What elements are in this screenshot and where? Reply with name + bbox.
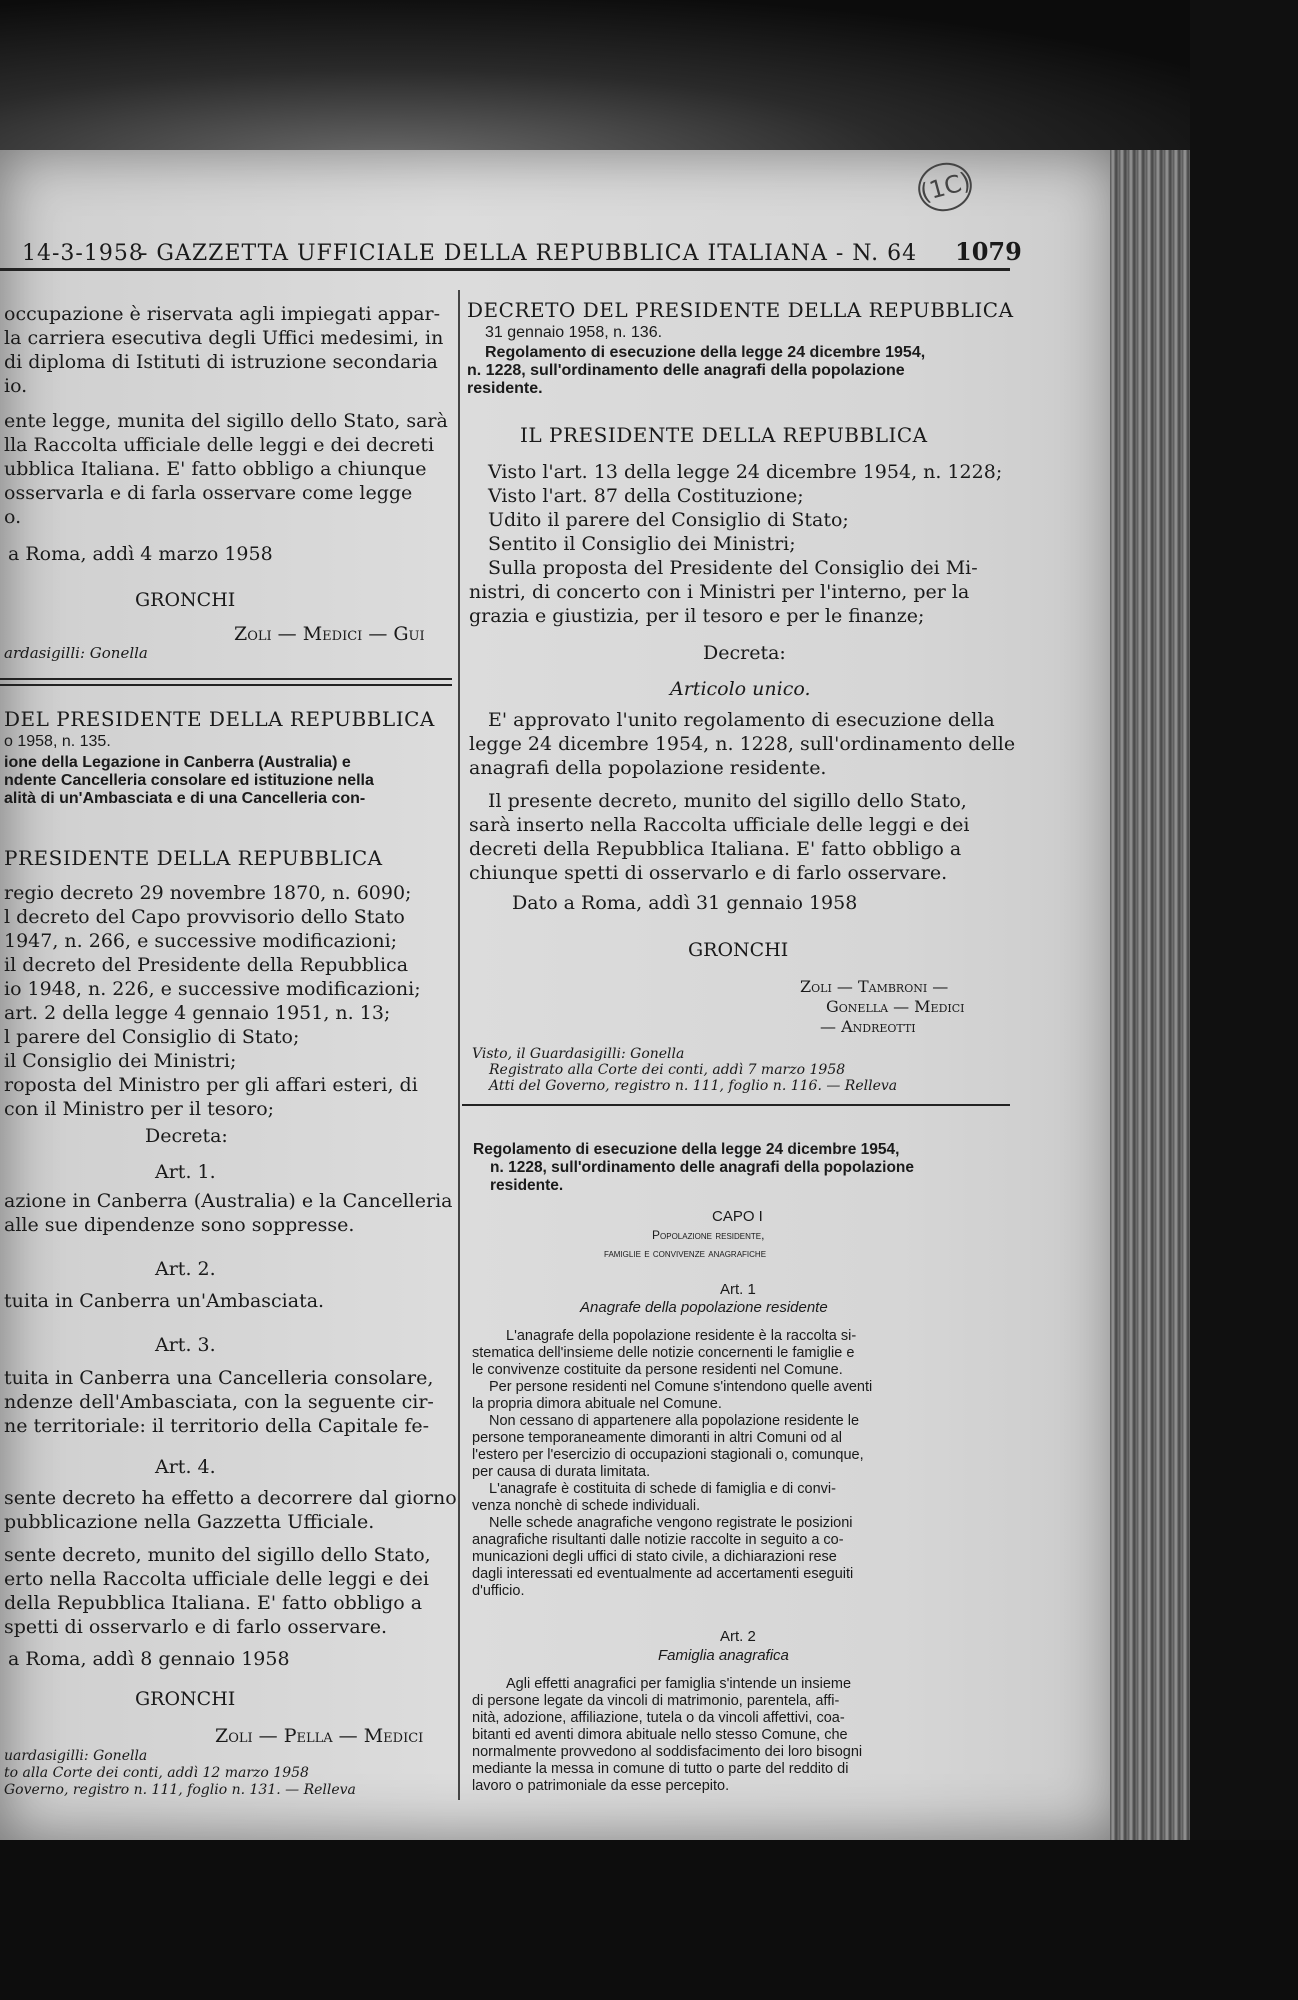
left-decree-title: DEL PRESIDENTE DELLA REPUBBLICA: [4, 707, 435, 731]
right-art1-line: le convivenze costituite da persone residenti nel Comune.: [472, 1362, 843, 1378]
right-art2-heading: Art. 2: [720, 1628, 756, 1645]
left-reg-line: uardasigilli: Gonella: [4, 1748, 148, 1764]
left-final-line: della Repubblica Italiana. E' fatto obbligo a: [4, 1592, 423, 1614]
left-decree-subject: ndente Cancelleria consolare ed istituzione nella: [4, 772, 374, 789]
header-date: 14-3-1958: [22, 241, 144, 266]
right-art1-line: L'anagrafe della popolazione residente è la raccolta si-: [506, 1328, 857, 1344]
left-separator-bottom: [0, 684, 452, 686]
right-ministers-line: Gonella — Medici: [826, 997, 965, 1016]
right-art1-line: Non cessano di appartenere alla popolazione residente le: [489, 1413, 860, 1429]
right-art1-line: stematica dell'insieme delle notizie concernenti le famiglie e: [472, 1345, 855, 1361]
left-art3-heading: Art. 3.: [155, 1334, 216, 1356]
left-visto-line: regio decreto 29 novembre 1870, n. 6090;: [4, 882, 412, 904]
left-p1-line: di diploma di Istituti di istruzione secondaria: [4, 351, 438, 373]
left-art1-line: alle sue dipendenze sono soppresse.: [4, 1214, 355, 1236]
right-decree-subject: Regolamento di esecuzione della legge 24 dicembre 1954,: [485, 344, 926, 361]
right-ministers-line: Zoli — Tambroni —: [800, 977, 949, 996]
right-dato: Dato a Roma, addì 31 gennaio 1958: [512, 892, 858, 914]
left-president-heading: PRESIDENTE DELLA REPUBBLICA: [4, 846, 383, 870]
left-ministers2: Zoli — Pella — Medici: [215, 1725, 424, 1747]
right-art1-title: Anagrafe della popolazione residente: [580, 1299, 828, 1316]
left-p1-line: occupazione è riservata agli impiegati appar-: [4, 303, 441, 325]
left-art4-line: sente decreto ha effetto a decorrere dal giorno: [4, 1487, 457, 1509]
right-separator: [462, 1104, 1010, 1106]
right-art2-title: Famiglia anagrafica: [658, 1647, 789, 1664]
right-art1-line: per causa di durata limitata.: [472, 1464, 651, 1480]
right-decree-title: DECRETO DEL PRESIDENTE DELLA REPUBBLICA: [467, 298, 1014, 322]
left-visto-line: art. 2 della legge 4 gennaio 1951, n. 13;: [4, 1002, 391, 1024]
right-decree-subject: n. 1228, sull'ordinamento delle anagrafi della popolazione: [467, 362, 905, 379]
right-visto-line: nistri, di concerto con i Ministri per l'interno, per la: [469, 581, 970, 603]
left-guardasigilli: ardasigilli: Gonella: [4, 644, 148, 662]
right-articolo-unico: Articolo unico.: [670, 678, 811, 700]
right-art1-line: persone temporaneamente dimoranti in altri Comuni od al: [472, 1430, 842, 1446]
right-art1-line: anagrafiche risultanti dalle notizie raccolte in seguito a co-: [472, 1532, 844, 1548]
left-art2-heading: Art. 2.: [155, 1258, 216, 1280]
scan-dark-bottom: [0, 1840, 1298, 2000]
right-visto-line: Visto l'art. 13 della legge 24 dicembre 1954, n. 1228;: [488, 461, 1003, 483]
left-art4-heading: Art. 4.: [155, 1456, 216, 1478]
right-decree-subject: residente.: [467, 380, 543, 397]
left-art1-heading: Art. 1.: [155, 1161, 216, 1183]
right-visto-line: Sulla proposta del Presidente del Consiglio dei Mi-: [488, 557, 978, 579]
left-visto-line: l parere del Consiglio di Stato;: [4, 1026, 300, 1048]
right-reg-line: Registrato alla Corte dei conti, addì 7 marzo 1958: [489, 1062, 846, 1078]
right-art1-line: l'estero per l'esercizio di occupazioni stagionali o, comunque,: [472, 1447, 864, 1463]
right-art1-line: d'ufficio.: [472, 1583, 525, 1599]
left-art3-line: tuita in Canberra una Cancelleria consolare,: [4, 1367, 434, 1389]
right-art1-heading: Art. 1: [720, 1281, 756, 1298]
right-art1-line: Per persone residenti nel Comune s'intendono quelle aventi: [489, 1379, 873, 1395]
right-art1-line: Nelle schede anagrafiche vengono registrate le posizioni: [489, 1515, 853, 1531]
left-p1-line: la carriera esecutiva degli Uffici medesimi, in: [4, 327, 444, 349]
left-art4-line: pubblicazione nella Gazzetta Ufficiale.: [4, 1511, 375, 1533]
handwritten-stamp: (1C): [913, 157, 978, 217]
right-art1-line: venza nonchè di schede individuali.: [472, 1498, 701, 1514]
left-dato2: a Roma, addì 8 gennaio 1958: [8, 1648, 290, 1670]
left-p1-line: io.: [4, 375, 28, 397]
left-visto-line: 1947, n. 266, e successive modificazioni;: [4, 930, 398, 952]
left-decree-subject: ione della Legazione in Canberra (Australia) e: [4, 754, 351, 771]
left-p2-line: lla Raccolta ufficiale delle leggi e dei decreti: [4, 434, 435, 456]
page-stack-edge: [1110, 150, 1190, 1840]
left-reg-line: to alla Corte dei conti, addì 12 marzo 1958: [4, 1765, 309, 1781]
left-visto-line: l decreto del Capo provvisorio dello Stato: [4, 906, 405, 928]
right-art-line: E' approvato l'unito regolamento di esecuzione della: [488, 709, 995, 731]
left-p2-line: ubblica Italiana. E' fatto obbligo a chiunque: [4, 458, 427, 480]
right-decree-date: 31 gennaio 1958, n. 136.: [485, 324, 663, 341]
right-p2-line: decreti della Repubblica Italiana. E' fatto obbligo a: [469, 838, 962, 860]
right-reg-line: Atti del Governo, registro n. 111, foglio n. 116. — Relleva: [489, 1078, 898, 1094]
page-number: 1079: [955, 237, 1022, 266]
right-signature: GRONCHI: [688, 939, 789, 961]
right-art2-line: lavoro o patrimoniale da esse percepito.: [472, 1778, 730, 1794]
right-art2-line: bitanti ed aventi dimora abituale nello stesso Comune, che: [472, 1727, 848, 1743]
right-visto-line: Sentito il Consiglio dei Ministri;: [488, 533, 796, 555]
left-visto-line: io 1948, n. 226, e successive modificazioni;: [4, 978, 421, 1000]
left-visto-line: il Consiglio dei Ministri;: [4, 1050, 237, 1072]
left-reg-line: Governo, registro n. 111, foglio n. 131. — Relleva: [4, 1782, 356, 1798]
left-decree-date: o 1958, n. 135.: [4, 733, 111, 750]
left-dato: a Roma, addì 4 marzo 1958: [8, 543, 273, 565]
left-separator-top: [0, 678, 452, 680]
left-decree-subject: alità di un'Ambasciata e di una Cancelleria con-: [4, 790, 366, 807]
right-president-heading: IL PRESIDENTE DELLA REPUBBLICA: [520, 423, 928, 447]
left-final-line: sente decreto, munito del sigillo dello Stato,: [4, 1544, 431, 1566]
left-final-line: spetti di osservarlo e di farlo osservare.: [4, 1616, 388, 1638]
scan-dark-top: [0, 0, 1298, 160]
left-p2-line: ente legge, munita del sigillo dello Stato, sarà: [4, 410, 448, 432]
capo-subheading: Popolazione residente,: [652, 1228, 765, 1242]
right-art2-line: nità, adozione, affiliazione, tutela o da vincoli affettivi, coa-: [472, 1710, 845, 1726]
right-art1-line: dagli interessati ed eventualmente ad accertamenti eseguiti: [472, 1566, 854, 1582]
left-art3-line: ndenze dell'Ambasciata, con la seguente cir-: [4, 1391, 434, 1413]
left-visto-line: il decreto del Presidente della Repubblica: [4, 954, 409, 976]
right-art-line: anagrafi della popolazione residente.: [469, 757, 827, 779]
right-art2-line: di persone legate da vincoli di matrimonio, parentela, affi-: [472, 1693, 840, 1709]
left-art3-line: ne territoriale: il territorio della Capitale fe-: [4, 1415, 430, 1437]
scan-dark-right: [1190, 0, 1298, 2000]
right-decreta: Decreta:: [703, 642, 786, 664]
right-p2-line: sarà inserto nella Raccolta ufficiale delle leggi e dei: [469, 814, 970, 836]
left-art1-line: azione in Canberra (Australia) e la Cancelleria: [4, 1190, 453, 1212]
right-visto-line: Visto l'art. 87 della Costituzione;: [488, 485, 804, 507]
right-ministers-line: — Andreotti: [820, 1017, 916, 1036]
left-final-line: erto nella Raccolta ufficiale delle leggi e dei: [4, 1568, 429, 1590]
right-reg-title: Regolamento di esecuzione della legge 24 dicembre 1954,: [473, 1141, 900, 1158]
right-p2-line: chiunque spetti di osservarlo e di farlo osservare.: [469, 862, 948, 884]
right-art1-line: la propria dimora abituale nel Comune.: [472, 1396, 722, 1412]
right-art2-line: Agli effetti anagrafici per famiglia s'intende un insieme: [506, 1676, 852, 1692]
capo-subheading: famiglie e convivenze anagrafiche: [604, 1246, 767, 1260]
left-signature2: GRONCHI: [135, 1688, 236, 1710]
right-art2-line: normalmente provvedono al soddisfacimento dei loro bisogni: [472, 1744, 863, 1760]
right-art-line: legge 24 dicembre 1954, n. 1228, sull'ordinamento delle: [469, 733, 1016, 755]
left-visto-line: con il Ministro per il tesoro;: [4, 1098, 275, 1120]
left-visto-line: roposta del Ministro per gli affari esteri, di: [4, 1074, 418, 1096]
right-art1-line: municazioni degli uffici di stato civile, a dichiarazioni rese: [472, 1549, 837, 1565]
left-signature: GRONCHI: [135, 589, 236, 611]
header-title: - GAZZETTA UFFICIALE DELLA REPUBBLICA ITALIANA - N. 64: [140, 241, 918, 266]
left-art2-line: tuita in Canberra un'Ambasciata.: [4, 1290, 325, 1312]
right-visto-line: Udito il parere del Consiglio di Stato;: [488, 509, 849, 531]
right-art2-line: mediante la messa in comune di tutto o parte del reddito di: [472, 1761, 849, 1777]
header-rule: [0, 268, 1010, 271]
right-reg-line: Visto, il Guardasigilli: Gonella: [472, 1046, 685, 1062]
left-p2-line: o.: [4, 506, 22, 528]
capo-heading: CAPO I: [712, 1208, 763, 1225]
left-ministers: Zoli — Medici — Gui: [234, 623, 425, 645]
right-visto-line: grazia e giustizia, per il tesoro e per le finanze;: [469, 605, 925, 627]
column-divider: [458, 290, 460, 1800]
right-p2-line: Il presente decreto, munito del sigillo dello Stato,: [488, 790, 967, 812]
left-decreta: Decreta:: [145, 1125, 228, 1147]
right-art1-line: L'anagrafe è costituita di schede di famiglia e di convi-: [489, 1481, 836, 1497]
right-reg-title: residente.: [490, 1177, 564, 1194]
right-reg-title: n. 1228, sull'ordinamento delle anagrafi della popolazione: [490, 1159, 915, 1176]
left-p2-line: osservarla e di farla osservare come legge: [4, 482, 413, 504]
